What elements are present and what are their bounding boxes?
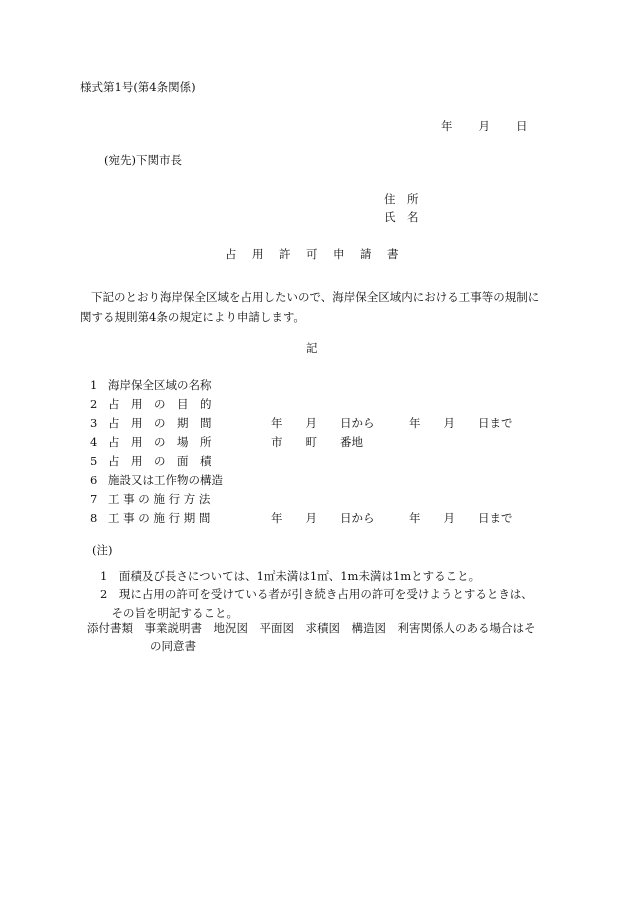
construction-period-value: 年 月 日から 年 月 日まで	[271, 511, 513, 525]
attachments-line: の同意書	[150, 639, 196, 653]
year-label: 年	[441, 119, 453, 133]
period-value: 年 月 日から 年 月 日まで	[271, 416, 513, 430]
title-char: 請	[360, 247, 372, 261]
applicant-address-label: 住 所	[384, 192, 419, 206]
location-value: 市 町 番地	[271, 435, 363, 449]
month-label: 月	[478, 119, 490, 133]
list-item: 4 占 用 の 場 所	[90, 435, 212, 449]
attachments-line: 添付書類 事業説明書 地況図 平面図 求積図 構造図 利害関係人のある場合はそ	[87, 621, 536, 635]
list-item: 3 占 用 の 期 間	[90, 416, 212, 430]
title-char: 用	[252, 247, 264, 261]
list-item: 5 占 用 の 面 積	[90, 454, 212, 468]
ki-heading: 記	[306, 341, 318, 355]
title-char: 申	[333, 247, 345, 261]
form-number: 様式第1号(第4条関係)	[80, 80, 196, 94]
applicant-name-label: 氏 名	[384, 210, 419, 224]
title-char: 許	[279, 247, 291, 261]
list-item: 8 工 事 の 施 行 期 間	[90, 511, 211, 525]
list-item: 7 工 事 の 施 行 方 法	[90, 492, 211, 506]
list-item: 2 占 用 の 目 的	[90, 397, 212, 411]
list-item: 1 海岸保全区域の名称	[90, 378, 212, 392]
note-item: その旨を明記すること。	[100, 606, 238, 620]
document-title	[225, 249, 414, 261]
note-item: 1 面積及び長さについては、1㎡未満は1㎡、1m未満は1mとすること。	[100, 569, 481, 583]
note-item: 2 現に占用の許可を受けている者が引き続き占用の許可を受けようとするときは、	[100, 587, 533, 601]
day-label: 日	[516, 119, 528, 133]
title-char: 書	[387, 247, 399, 261]
title-char: 占	[225, 247, 237, 261]
date-line	[441, 121, 528, 133]
addressee: (宛先)下関市長	[104, 153, 182, 167]
title-char: 可	[306, 247, 318, 261]
note-heading: (注)	[92, 543, 113, 557]
list-item: 6 施設又は工作物の構造	[90, 473, 223, 487]
body-paragraph: 下記のとおり海岸保全区域を占用したいので、海岸保全区域内における工事等の規制に関する規則第4条の規定により申請します。	[80, 290, 540, 324]
